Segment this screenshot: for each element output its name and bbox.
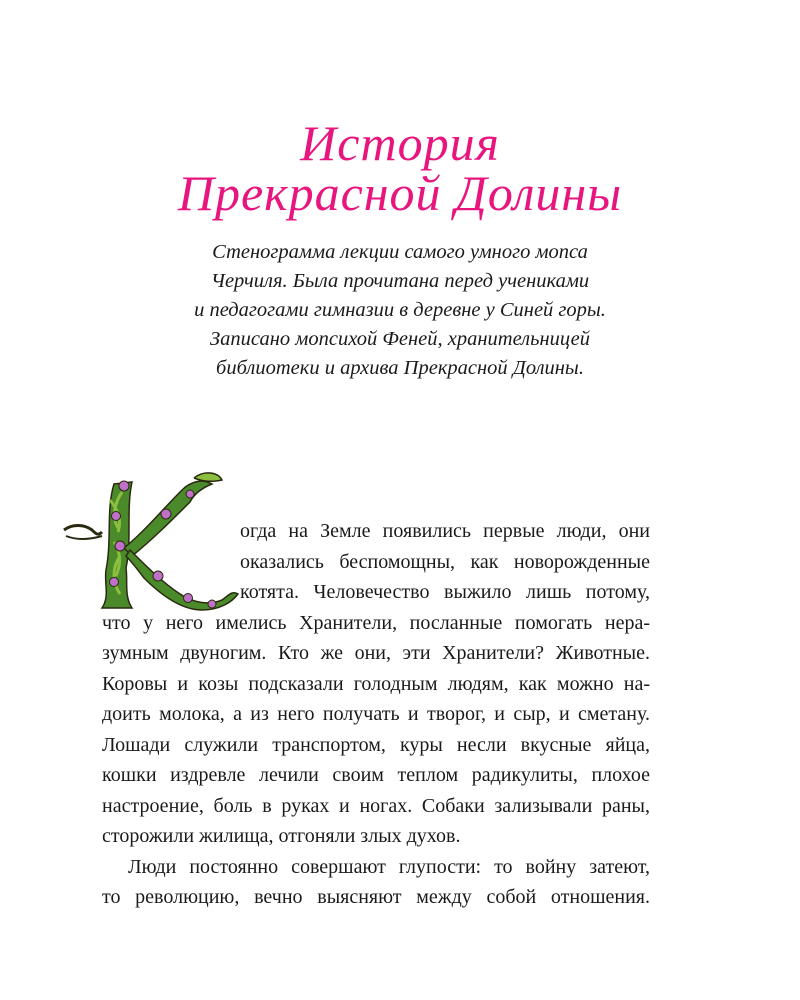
body-line: настроение, боль в руках и ногах. Собаки зализывали раны, — [102, 794, 650, 817]
body-line: огда на Земле появились первые люди, они — [240, 520, 650, 542]
body-line: Коровы и козы подсказали голодным людям, как можно на- — [102, 672, 650, 695]
chapter-title-line-2: Прекрасной Долины — [177, 165, 623, 221]
epigraph-line: библиотеки и архива Прекрасной Долины. — [216, 357, 584, 379]
chapter-body — [102, 516, 650, 913]
epigraph-line: и педагогами гимназии в деревне у Синей горы. — [194, 299, 606, 321]
body-line: оказались беспомощны, как новорожденные — [240, 550, 650, 573]
body-line: кошки издревле лечили своим теплом радикулиты, плохое — [102, 764, 650, 786]
epigraph-line: Черчиля. Была прочитана перед учениками — [210, 270, 590, 292]
body-line: что у него имелись Хранители, посланные помогать нера- — [102, 611, 650, 634]
body-line: сторожили жилища, отгоняли злых духов. — [102, 825, 461, 847]
dropcap-flourish-left — [64, 526, 102, 540]
body-line: доить молока, а из него получать и творог, и сыр, и сметану. — [102, 703, 650, 725]
body-line: зумным двуногим. Кто же они, эти Хранители? Животные. — [102, 642, 650, 664]
body-line: котята. Человечество выжило лишь потому, — [240, 581, 650, 603]
body-line: Люди постоянно совершают глупости: то войну затеют, — [128, 855, 650, 878]
epigraph-line: Записано мопсихой Феней, хранительницей — [210, 328, 590, 350]
chapter-title — [0, 115, 800, 221]
epigraph-line: Стенограмма лекции самого умного мопса — [212, 241, 588, 263]
chapter-epigraph — [150, 238, 650, 383]
body-line: то революцию, вечно выясняют между собой отношения. — [102, 886, 650, 908]
chapter-title-line-1: История — [300, 115, 500, 171]
body-line: Лошади служили транспортом, куры несли вкусные яйца, — [102, 733, 650, 756]
